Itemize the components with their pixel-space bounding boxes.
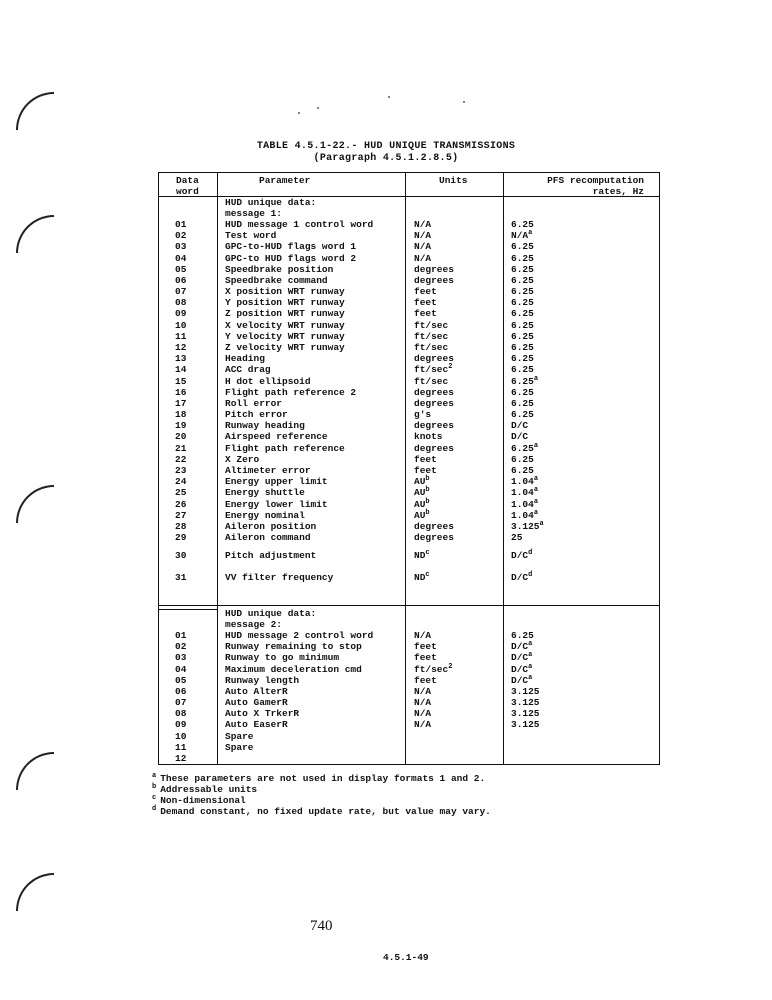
parameter: Roll error [225,397,283,409]
parameter: X Zero [225,453,260,465]
table-row [159,443,661,454]
parameter: Runway length [225,674,300,686]
data-word: 09 [175,719,187,731]
rate: 3.125 [511,708,540,720]
parameter: HUD message 1 control word [225,219,374,230]
rate: $D/C^d$ [511,549,533,561]
table-row [159,499,661,510]
data-word: 09 [175,308,187,320]
table-row [159,532,661,543]
rate: $D/C^a$ [511,651,533,664]
parameter: Runway remaining to stop [225,641,362,653]
units: feet [414,308,437,320]
parameter: Altimeter error [225,464,311,476]
parameter: Energy shuttle [225,487,305,499]
data-word: 05 [175,674,187,686]
parameter: Test word [225,230,277,242]
data-word: 08 [175,708,187,720]
rate: D/C [511,420,529,432]
table-row [159,376,661,387]
table-subtitle: (Paragraph 4.5.1.2.8.5) [313,153,459,164]
data-word: 23 [175,464,187,476]
rate: 3.125 [511,697,540,709]
data-word: 03 [175,241,187,253]
table-row [159,521,661,532]
data-word: 29 [175,532,187,544]
units: feet [414,453,437,465]
parameter: Z position WRT runway [225,308,345,320]
units: feet [414,674,437,686]
rate: 6.25 [511,308,534,320]
table-row [159,353,661,364]
data-word: 12 [175,341,187,353]
parameter: Heading [225,353,265,365]
units: N/A [414,219,432,230]
table-row [159,398,661,409]
parameter: VV filter frequency [225,572,334,583]
table-row [159,420,661,431]
rate: 6.25 [511,330,534,342]
units: degrees [414,397,454,409]
table-row [159,264,661,275]
data-word: 10 [175,319,187,331]
rate: 3.125 [511,685,540,697]
parameter: Energy nominal [225,509,305,521]
table-row [159,454,661,465]
scan-speck [317,107,319,109]
rate: 3.125 [511,719,540,731]
table-row [159,342,661,353]
rate: 6.25 [511,409,534,421]
parameter: Auto X TrkerR [225,708,300,720]
rate: 25 [511,532,523,544]
data-word: 24 [175,476,187,488]
scan-speck [388,96,390,98]
table-row [159,253,661,264]
table-row [159,510,661,521]
parameter: Flight path reference 2 [225,386,357,398]
table-row [159,630,661,641]
parameter: Speedbrake command [225,274,328,286]
rate: $D/C^a$ [511,673,533,686]
units: feet [414,464,437,476]
table-row [159,431,661,442]
parameter: X position WRT runway [225,286,345,298]
section-heading: message 1: [225,208,283,219]
table-row [159,465,661,476]
rate: 6.25$^a$ [511,441,539,454]
data-word: 14 [175,364,187,376]
parameter: Spare [225,741,254,753]
units: N/A [414,241,432,253]
parameter: Auto AlterR [225,685,288,697]
rate: 6.25 [511,274,534,286]
table-row [159,331,661,342]
rate: 1.04$^a$ [511,486,539,499]
header-data-word: Data word [176,175,199,197]
rate: 6.25 [511,453,534,465]
data-word: 13 [175,353,187,365]
header-parameter: Parameter [259,175,311,186]
binder-hole-mark [16,873,54,911]
page-reference: 4.5.1-49 [383,952,429,963]
data-word: 26 [175,498,187,510]
rate: 3.125$^a$ [511,519,544,532]
table-row [159,652,661,663]
data-word: 25 [175,487,187,499]
data-word: 21 [175,442,187,454]
table-row [159,230,661,241]
rate: 6.25 [511,319,534,331]
data-word: 15 [175,375,187,387]
units: ft/sec [414,341,449,353]
table-row [159,219,661,230]
data-word: 28 [175,520,187,532]
data-word: 08 [175,297,187,309]
rate: 6.25 [511,630,534,641]
units: knots [414,431,443,443]
table-row [159,572,661,583]
data-word: 02 [175,641,187,653]
header-units: Units [439,175,468,186]
parameter: Auto GamerR [225,697,288,709]
table-row [159,476,661,487]
units: feet [414,641,437,653]
data-word: 30 [175,550,187,561]
units: degrees [414,386,454,398]
table-row [159,664,661,675]
table-row [159,731,661,742]
parameter: Maximum deceleration cmd [225,663,362,675]
footnote: $^b$ Addressable units [152,783,258,795]
rate: 6.25 [511,252,534,264]
units: degrees [414,353,454,365]
table-row [159,641,661,652]
table-row [159,320,661,331]
data-word: 16 [175,386,187,398]
rate: 6.25 [511,286,534,298]
data-word: 01 [175,219,187,230]
data-word: 18 [175,409,187,421]
units: $AU^b$ [414,508,430,521]
units: g's [414,409,432,421]
parameter: X velocity WRT runway [225,319,345,331]
parameter: Energy upper limit [225,476,328,488]
data-word: 19 [175,420,187,432]
parameter: Y position WRT runway [225,297,345,309]
parameter: Energy lower limit [225,498,328,510]
parameter: Speedbrake position [225,263,334,275]
units: degrees [414,263,454,275]
units: $AU^b$ [414,475,430,488]
data-word: 05 [175,263,187,275]
units: feet [414,286,437,298]
data-word: 06 [175,685,187,697]
parameter: ACC drag [225,364,271,376]
footnote: $^c$ Non-dimensional [152,794,246,806]
table-row [159,708,661,719]
scan-speck [298,112,300,114]
table-row [159,308,661,319]
table-row [159,275,661,286]
data-word: 27 [175,509,187,521]
table-row [159,753,661,764]
rate: 6.25 [511,263,534,275]
data-word: 03 [175,652,187,664]
units: ft/sec [414,375,449,387]
parameter: Auto EaserR [225,719,288,731]
data-word: 02 [175,230,187,242]
units: N/A [414,697,432,709]
binder-hole-mark [16,92,54,130]
rate: 1.04$^a$ [511,475,539,488]
rate: 6.25 [511,364,534,376]
page-number: 740 [310,918,333,934]
data-word: 01 [175,630,187,641]
table-row [159,409,661,420]
units: $ND^c$ [414,549,430,561]
parameter: Aileron position [225,520,317,532]
units: degrees [414,420,454,432]
units: ft/sec [414,330,449,342]
table-row [159,550,661,561]
rate: 6.25 [511,386,534,398]
binder-hole-mark [16,485,54,523]
data-word: 11 [175,741,187,753]
rate: 6.25 [511,297,534,309]
rate: $D/C^a$ [511,640,533,653]
rate: 1.04$^a$ [511,497,539,510]
rate: $D/C^a$ [511,662,533,675]
table-row [159,697,661,708]
units: N/A [414,230,432,242]
rate: 6.25 [511,397,534,409]
units: $ND^c$ [414,571,430,583]
rate: 6.25 [511,219,534,230]
binder-hole-mark [16,752,54,790]
parameter: Z velocity WRT runway [225,341,345,353]
data-word: 10 [175,730,187,742]
table-row [159,719,661,730]
parameter: Runway heading [225,420,305,432]
rate: 6.25 [511,241,534,253]
header-rates: PFS recomputation rates, Hz [547,175,644,197]
hud-transmissions-table [158,172,660,765]
table-row [159,241,661,252]
parameter: Aileron command [225,532,311,544]
units: $ft/\sec^2$ [414,363,453,376]
parameter: Y velocity WRT runway [225,330,345,342]
data-word: 07 [175,697,187,709]
section-heading: HUD unique data: [225,197,317,208]
parameter: H dot ellipsoid [225,375,311,387]
parameter: HUD message 2 control word [225,630,374,641]
rate: 6.25 [511,464,534,476]
units: ft/sec [414,319,449,331]
data-word: 04 [175,663,187,675]
data-word: 07 [175,286,187,298]
units: $ft/\sec^2$ [414,662,453,675]
units: degrees [414,274,454,286]
units: $AU^b$ [414,486,430,499]
section-heading: HUD unique data: [225,608,317,619]
data-word: 06 [175,274,187,286]
parameter: Pitch error [225,409,288,421]
data-word: 20 [175,431,187,443]
binder-hole-mark [16,215,54,253]
parameter: GPC-to-HUD flags word 1 [225,241,357,253]
data-word: 17 [175,397,187,409]
units: N/A [414,252,432,264]
table-row [159,387,661,398]
parameter: Flight path reference [225,442,345,454]
units: N/A [414,630,432,641]
rate: 6.25 [511,341,534,353]
rate: 6.25$^a$ [511,374,539,387]
units: degrees [414,532,454,544]
units: degrees [414,520,454,532]
rate: $D/C^d$ [511,571,533,583]
data-word: 31 [175,572,187,583]
data-word: 04 [175,252,187,264]
units: feet [414,652,437,664]
parameter: Airspeed reference [225,431,328,443]
parameter: Spare [225,730,254,742]
units: N/A [414,708,432,720]
table-row [159,675,661,686]
data-word: 12 [175,752,187,764]
table-row [159,286,661,297]
table-title: TABLE 4.5.1-22.- HUD UNIQUE TRANSMISSIONS [256,141,516,152]
parameter: Pitch adjustment [225,550,317,561]
scan-speck [463,101,465,103]
table-row [159,487,661,498]
table-row [159,686,661,697]
units: N/A [414,719,432,731]
rate: 1.04$^a$ [511,508,539,521]
table-row [159,742,661,753]
data-word: 11 [175,330,187,342]
table-row [159,297,661,308]
units: degrees [414,442,454,454]
units: feet [414,297,437,309]
section-heading: message 2: [225,619,283,630]
rate: $N/A^a$ [511,229,533,242]
parameter: Runway to go minimum [225,652,340,664]
table-row [159,364,661,375]
rate: 6.25 [511,353,534,365]
parameter: GPC-to HUD flags word 2 [225,252,357,264]
data-word: 22 [175,453,187,465]
footnote: $^a$ These parameters are not used in display formats 1 and 2. [152,772,486,784]
footnote: $^d$ Demand constant, no fixed update rate, but value may vary. [152,805,491,817]
units: N/A [414,685,432,697]
units: $AU^b$ [414,497,430,510]
rate: D/C [511,431,529,443]
